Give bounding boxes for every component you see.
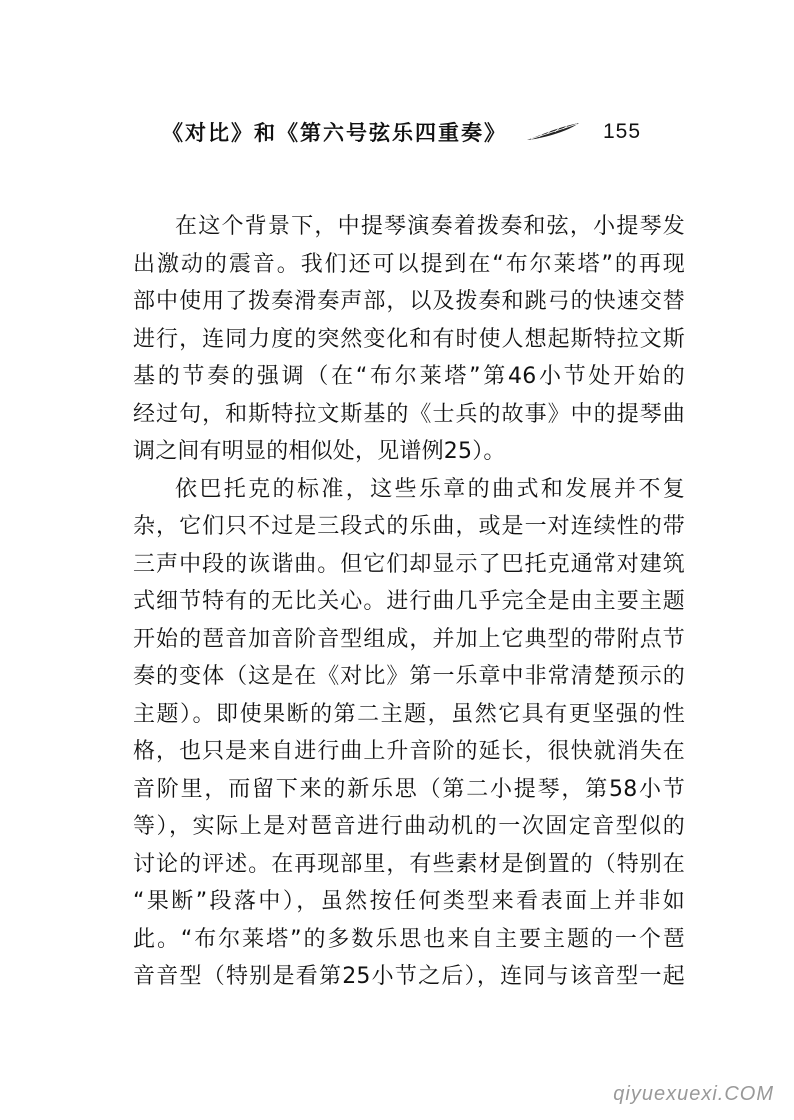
- text-line: “果断”段落中），虽然按任何类型来看表面上并非如: [133, 889, 685, 914]
- text-line: 调之间有明显的相似处，见谱例25）。: [133, 439, 506, 464]
- text-line: 格，也只是来自进行曲上升音阶的延长，很快就消失在: [133, 739, 685, 764]
- text-line: 依巴托克的标准，这些乐章的曲式和发展并不复: [175, 476, 685, 502]
- text-line: 杂，它们只不过是三段式的乐曲，或是一对连续性的带: [133, 514, 685, 539]
- watermark: qiyuexuexi.COM: [613, 1083, 774, 1105]
- page-number: 155: [603, 120, 642, 143]
- text-line: 三声中段的诙谐曲。但它们却显示了巴托克通常对建筑: [133, 551, 685, 577]
- text-line: 基的节奏的强调（在“布尔莱塔”第46小节处开始的: [133, 364, 685, 389]
- chapter-title: 《对比》和《第六号弦乐四重奏》: [162, 121, 507, 145]
- feather-icon: [525, 121, 581, 143]
- text-line: 讨论的评述。在再现部里，有些素材是倒置的（特别在: [133, 851, 685, 877]
- text-line: 出激动的震音。我们还可以提到在“布尔莱塔”的再现: [133, 251, 685, 277]
- paragraph: [133, 208, 685, 471]
- text-line: 在这个背景下，中提琴演奏着拨奏和弦，小提琴发: [175, 214, 685, 239]
- text-line: 部中使用了拨奏滑奏声部，以及拨奏和跳弓的快速交替: [133, 289, 685, 314]
- text-line: 奏的变体（这是在《对比》第一乐章中非常清楚预示的: [133, 664, 685, 689]
- text-line: 此。“布尔莱塔”的多数乐思也来自主要主题的一个琶: [133, 926, 685, 952]
- running-header: [162, 116, 662, 148]
- body-text: [133, 208, 685, 996]
- text-line: 开始的琶音加音阶音型组成，并加上它典型的带附点节: [133, 626, 685, 652]
- text-line: 音音型（特别是看第25小节之后），连同与该音型一起: [133, 964, 685, 989]
- text-line: 音阶里，而留下来的新乐思（第二小提琴，第58小节: [133, 776, 685, 802]
- text-line: 式细节特有的无比关心。进行曲几乎完全是由主要主题: [133, 589, 685, 614]
- text-line: 等），实际上是对琶音进行曲动机的一次固定音型似的: [133, 814, 685, 839]
- text-line: 经过句，和斯特拉文斯基的《士兵的故事》中的提琴曲: [133, 401, 685, 427]
- paragraph: [133, 471, 685, 996]
- text-line: 主题）。即使果断的第二主题，虽然它具有更坚强的性: [133, 701, 685, 727]
- text-line: 进行，连同力度的突然变化和有时使人想起斯特拉文斯: [133, 326, 685, 352]
